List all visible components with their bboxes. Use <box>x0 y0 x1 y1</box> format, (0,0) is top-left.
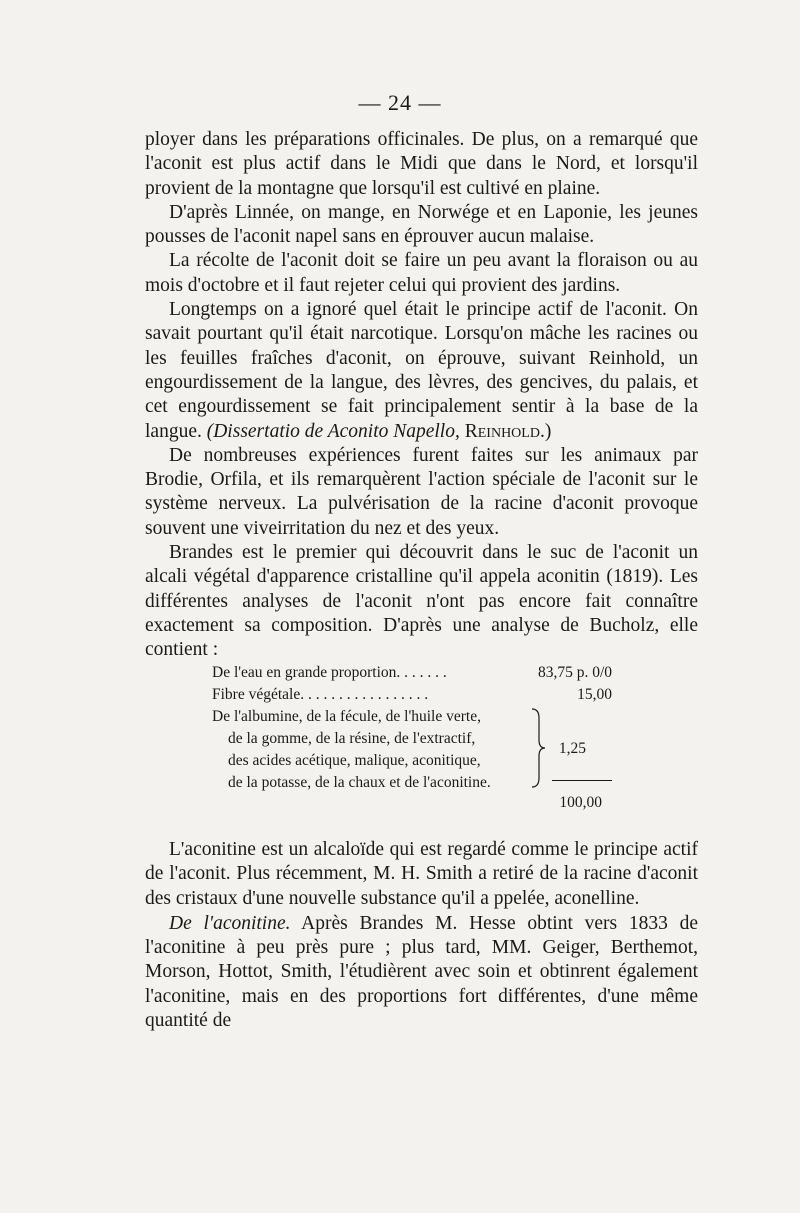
citation-title: (Dissertatio de Aconito Napello, <box>206 420 465 442</box>
paragraph-4-text: Longtemps on a ignoré quel était le principe actif de l'aconit. On savait pourtant qu'il était narcotique. Lorsqu'on mâche les racines ou les feuilles fraîches d'aconit, on éprouve, suivant Reinhold, un engourdissement de la langue, des lèvres, des gencives, du palais, et cet engourdissement se fait principalement sentir à la base de la langue. <box>145 299 698 442</box>
composition-row-fiber <box>212 684 612 706</box>
total-value: 100,00 <box>559 794 602 811</box>
composition-table <box>212 662 612 811</box>
group-lines <box>212 706 532 794</box>
paragraph-7: L'aconitine est un alcaloïde qui est regardé comme le principe actif de l'aconit. Plus récemment, M. H. Smith a retiré de la racine d'aconit des cristaux d'une nouvelle substance qu'il a ppelée, aconelline. <box>145 839 698 909</box>
paragraph-2: D'après Linnée, on mange, en Norwége et en Laponie, les jeunes pousses de l'aconit napel sans en éprouver aucun malaise. <box>145 201 698 248</box>
paragraph-8 <box>145 912 698 1033</box>
paragraph-3: La récolte de l'aconit doit se faire un peu avant la floraison ou au mois d'octobre et il faut rejeter celui qui provient des jardins. <box>145 250 698 296</box>
paragraph-6: Brandes est le premier qui découvrit dans le suc de l'aconit un alcali végétal d'apparence cristalline qu'il appela aconitin (1819). Les différentes analyses de l'aconit n'ont pas encore fait connaître exactement sa composition. D'après une analyse de Bucholz, elle contient : <box>145 542 698 661</box>
sum-rule <box>552 780 612 781</box>
body-text-bottom <box>145 838 698 1034</box>
citation-end: .) <box>539 420 552 442</box>
paragraph-1: ployer dans les préparations officinales. De plus, on a remarqué que l'aconit est plus actif dans le Midi que dans le Nord, et lorsqu'il provient de la montagne que lorsqu'il est cultivé en plaine. <box>145 129 698 199</box>
row-value: 83,75 p. 0/0 <box>537 664 612 681</box>
group-line: de la gomme, de la résine, de l'extractif, <box>228 730 476 747</box>
citation-author: Reinhold <box>464 420 540 442</box>
row-label: Fibre végétale. . . . . . . . . . . . . . . . . <box>212 686 429 703</box>
composition-row-water <box>212 662 612 684</box>
paragraph-8-text: Après Brandes M. Hesse obtint vers 1833 de l'aconitine à peu près pure ; plus tard, MM. Geiger, Berthemot, Morson, Hottot, Smith, l'étudièrent avec soin et obtinrent également l'aconitine, mais en des proportions fort différentes, d'une même quantité de <box>145 912 699 1032</box>
body-text-top <box>145 128 698 663</box>
group-value: 1,25 <box>558 740 586 757</box>
section-lead: De l'aconitine. <box>169 912 291 934</box>
paragraph-5: De nombreuses expériences furent faites sur les animaux par Brodie, Orfila, et ils remarquèrent l'action spéciale de l'aconit sur le système nerveux. La pulvérisation de la racine d'aconit provoque souvent une viveirritation du nez et des yeux. <box>145 444 698 539</box>
row-label: De l'eau en grande proportion. . . . . . . <box>212 664 447 681</box>
paragraph-4 <box>145 298 698 444</box>
group-line: De l'albumine, de la fécule, de l'huile verte, <box>212 708 481 725</box>
page-number: — 24 — <box>358 90 442 115</box>
group-line: de la potasse, de la chaux et de l'aconitine. <box>228 774 491 791</box>
group-line: des acides acétique, malique, aconitique, <box>228 752 481 769</box>
row-value: 15,00 <box>577 686 612 703</box>
brace-icon <box>530 708 546 788</box>
